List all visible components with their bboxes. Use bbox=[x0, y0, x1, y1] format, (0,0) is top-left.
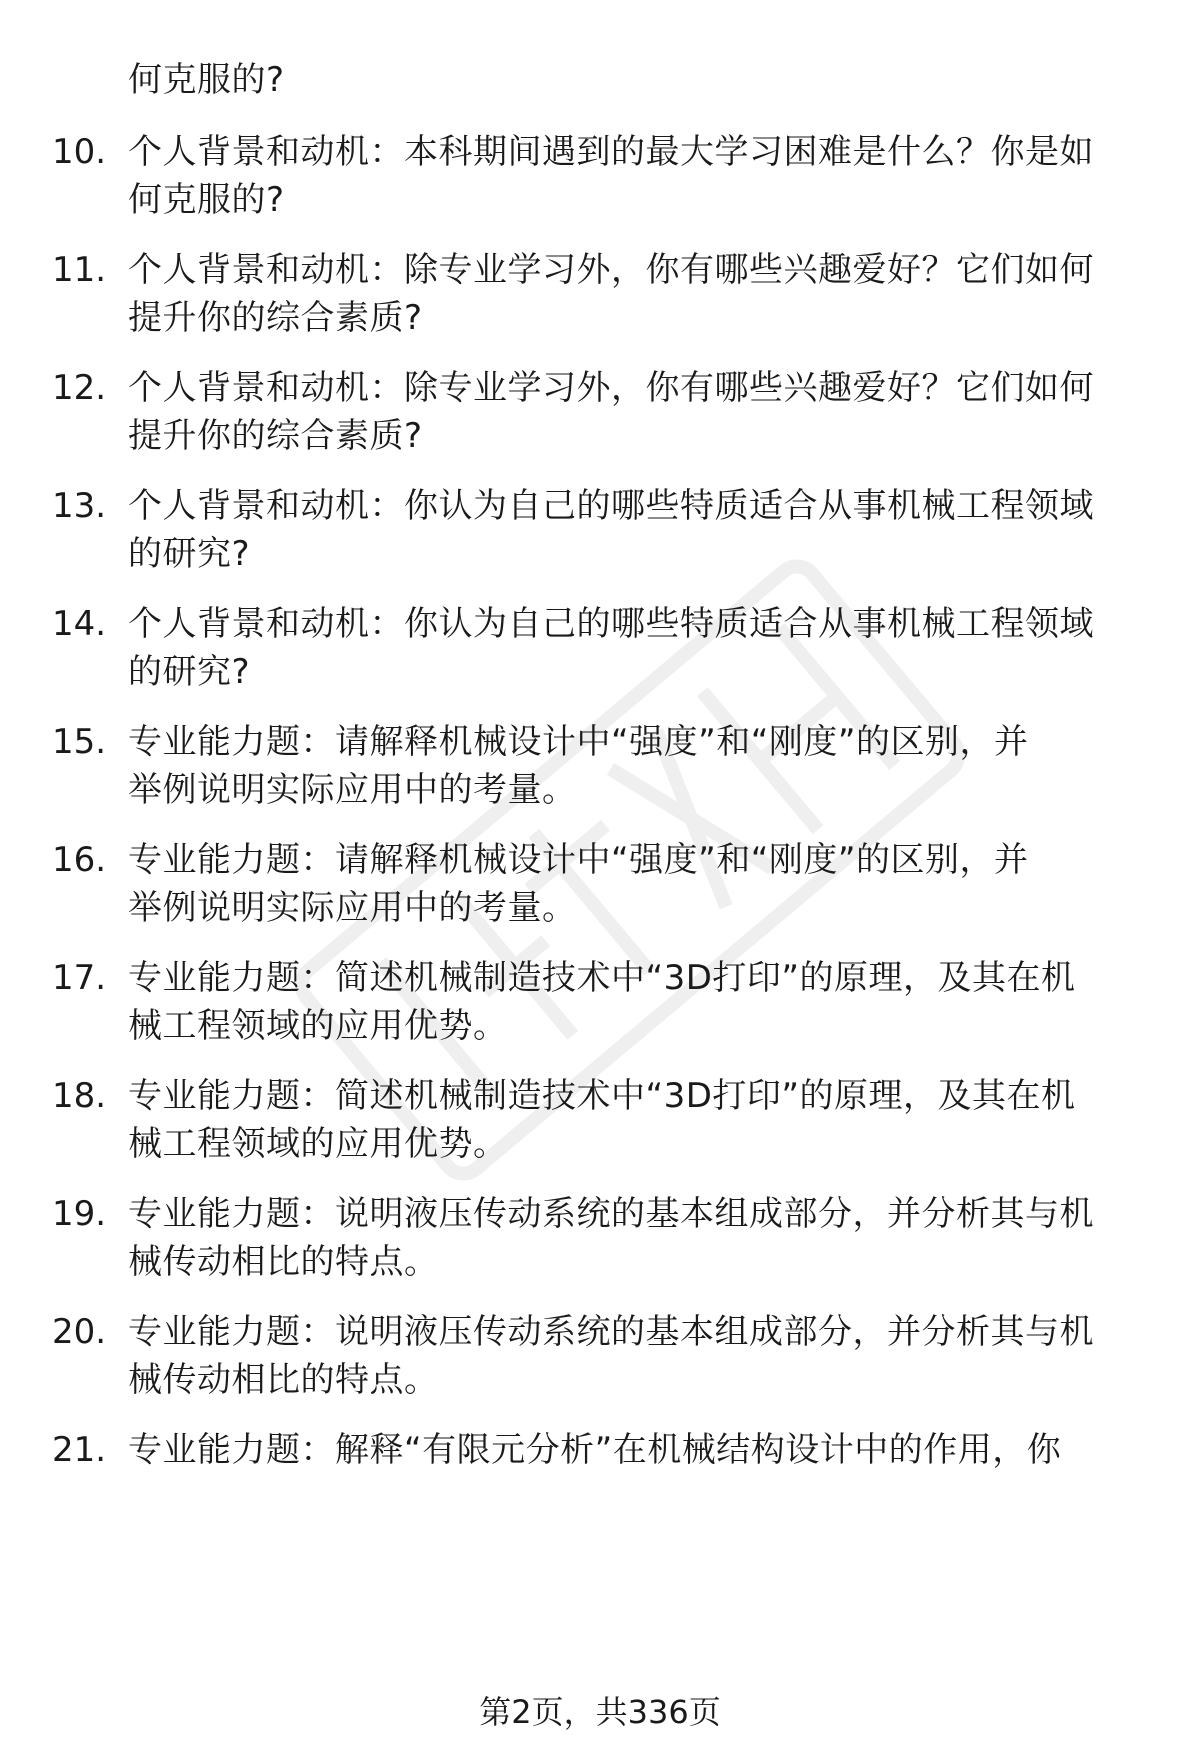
item-text-line1: 专业能力题：请解释机械设计中“强度”和“刚度”的区别，并 bbox=[128, 722, 1029, 762]
item-number: 13. bbox=[52, 486, 107, 526]
item-text-line1: 个人背景和动机：你认为自己的哪些特质适合从事机械工程领域 bbox=[128, 604, 1094, 644]
item-text-line1: 专业能力题：简述机械制造技术中“3D打印”的原理，及其在机 bbox=[128, 958, 1076, 998]
item-text-line2: 何克服的? bbox=[128, 180, 285, 220]
item-text-line1: 专业能力题：说明液压传动系统的基本组成部分，并分析其与机 bbox=[128, 1312, 1094, 1352]
item-text-line2: 举例说明实际应用中的考量。 bbox=[128, 770, 577, 810]
item-number: 15. bbox=[52, 722, 107, 762]
item-number: 14. bbox=[52, 604, 107, 644]
item-text-line2: 械传动相比的特点。 bbox=[128, 1242, 439, 1282]
item-number: 10. bbox=[52, 132, 107, 172]
item-number: 11. bbox=[52, 250, 107, 290]
item-text-line1: 个人背景和动机：本科期间遇到的最大学习困难是什么？你是如 bbox=[128, 132, 1094, 172]
item-text-line1: 个人背景和动机：除专业学习外，你有哪些兴趣爱好？它们如何 bbox=[128, 368, 1094, 408]
item-text-line1: 个人背景和动机：除专业学习外，你有哪些兴趣爱好？它们如何 bbox=[128, 250, 1094, 290]
item-text-line2: 的研究? bbox=[128, 534, 251, 574]
page-number-footer: 第2页，共336页 bbox=[479, 1693, 721, 1731]
item-text-line2: 械传动相比的特点。 bbox=[128, 1360, 439, 1400]
item-number: 21. bbox=[52, 1430, 107, 1470]
item-number: 12. bbox=[52, 368, 107, 408]
item-number: 16. bbox=[52, 840, 107, 880]
item-text-line2: 械工程领域的应用优势。 bbox=[128, 1124, 508, 1164]
item-text-line1: 专业能力题：简述机械制造技术中“3D打印”的原理，及其在机 bbox=[128, 1076, 1076, 1116]
item-number: 18. bbox=[52, 1076, 107, 1116]
continuation-line: 何克服的? bbox=[128, 60, 285, 100]
item-text-line2: 械工程领域的应用优势。 bbox=[128, 1006, 508, 1046]
item-text-line1: 专业能力题：解释“有限元分析”在机械结构设计中的作用，你 bbox=[128, 1430, 1062, 1470]
item-text-line2: 的研究? bbox=[128, 652, 251, 692]
item-text-line2: 提升你的综合素质? bbox=[128, 298, 423, 338]
item-text-line1: 专业能力题：请解释机械设计中“强度”和“刚度”的区别，并 bbox=[128, 840, 1029, 880]
item-number: 17. bbox=[52, 958, 107, 998]
item-text-line1: 专业能力题：说明液压传动系统的基本组成部分，并分析其与机 bbox=[128, 1194, 1094, 1234]
item-text-line2: 举例说明实际应用中的考量。 bbox=[128, 888, 577, 928]
item-text-line1: 个人背景和动机：你认为自己的哪些特质适合从事机械工程领域 bbox=[128, 486, 1094, 526]
item-text-line2: 提升你的综合素质? bbox=[128, 416, 423, 456]
item-number: 19. bbox=[52, 1194, 107, 1234]
item-number: 20. bbox=[52, 1312, 107, 1352]
